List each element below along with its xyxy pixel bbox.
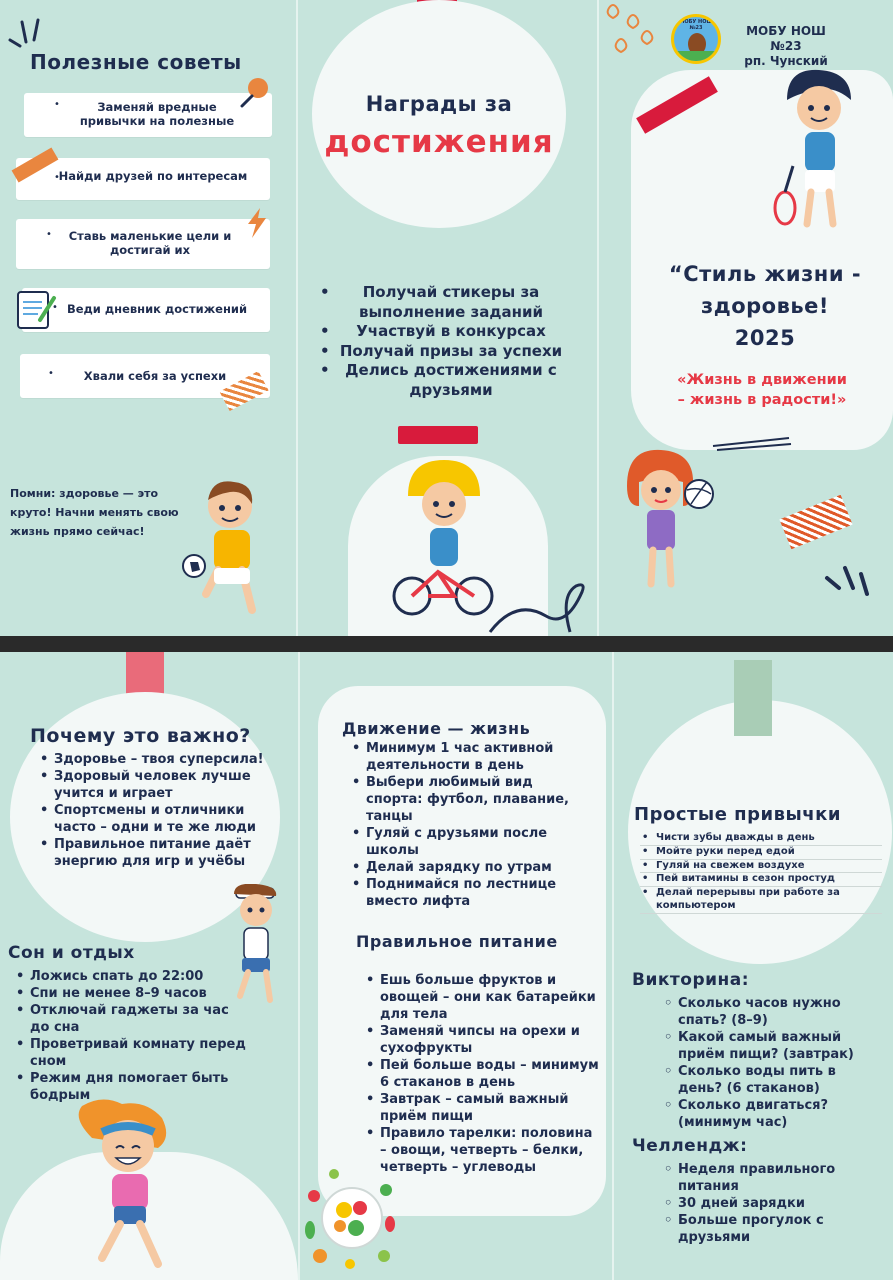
habit-item: • Делай перерывы при работе за компьютером [640,887,882,914]
movement-list [350,740,580,910]
habit-item: • Мойте руки перед едой [640,846,882,860]
notebook-icon [14,286,58,332]
why-item: • Здоровый человек лучше учится и играет [38,768,278,802]
habits-quiz-panel [614,652,893,1280]
habits-list [640,832,882,914]
quiz-item: ◦ Сколько часов нужно спать? (8–9) [662,995,884,1029]
challenge-list [662,1161,884,1246]
movement-item: • Выбери любимый вид спорта: футбол, плавание, танцы [350,774,580,825]
movement-item: • Поднимайся по лестнице вместо лифта [350,876,580,910]
nutrition-item: • Правило тарелки: половина – овощи, четверть – белки, четверть – углеводы [364,1125,600,1176]
cover-title [643,258,887,354]
nutrition-item: • Завтрак – самый важный приём пищи [364,1091,600,1125]
why-list [38,751,278,870]
sleep-item: • Спи не менее 8–9 часов [14,985,246,1002]
cover-year: 2025 [734,326,796,350]
tip-text: Заменяй вредные привычки на полезные [79,100,235,128]
sleep-item: • Режим дня помогает быть бодрым [14,1070,246,1104]
tips-panel [0,0,296,636]
why-sleep-panel [0,652,298,1280]
quiz-item: ◦ Сколько воды пить в день? (6 стаканов) [662,1063,884,1097]
brochure-inside [0,652,893,1280]
doodle-swirl [486,576,606,636]
tip-text: Ставь маленькие цели и достигай их [68,229,232,257]
tip-text: Найди друзей по интересам [58,169,248,183]
sleep-item: • Ложись спать до 22:00 [14,968,246,985]
nutrition-item: • Ешь больше фруктов и овощей – они как батарейки для тела [364,972,600,1023]
boy-tennis-illustration [771,68,861,238]
slogan-line1: «Жизнь в движении [677,372,847,388]
habit-item: • Гуляй на свежем воздухе [640,860,882,874]
cover-title-line2: здоровье! [701,294,829,318]
why-item: • Правильное питание даёт энергию для игр и учёбы [38,836,278,870]
challenge-title: Челлендж: [632,1136,748,1156]
school-name [729,24,843,69]
quiz-item: ◦ Сколько двигаться? (минимум час) [662,1097,884,1131]
reminder-text: Помни: здоровье — это круто! Начни менять свою жизнь прямо сейчас! [10,487,179,538]
challenge-item: ◦ Неделя правильного питания [662,1161,884,1195]
tip-strip: • Заменяй вредные привычки на полезные [24,93,272,137]
girl-running-illustration [62,1098,192,1272]
movement-item: • Гуляй с друзьями после школы [350,825,580,859]
rewards-title-line2: достижения [324,124,554,160]
nutrition-item: • Заменяй чипсы на орехи и сухофрукты [364,1023,600,1057]
movement-item: • Делай зарядку по утрам [350,859,580,876]
washi-tape [398,426,478,444]
challenge-item: ◦ Больше прогулок с друзьями [662,1212,884,1246]
washi-tape [734,660,772,736]
boy-soccer-illustration [178,474,274,624]
tip-text: Веди дневник достижений [66,302,248,316]
sleep-item: • Отключай гаджеты за час до сна [14,1002,246,1036]
habit-item: • Чисти зубы дважды в день [640,832,882,846]
sleep-title: Сон и отдых [8,943,135,963]
quiz-list [662,995,884,1131]
underline-doodle [711,434,795,454]
why-title: Почему это важно? [30,725,251,747]
rewards-title-line1: Награды за [365,92,513,116]
nutrition-title: Правильное питание [356,932,558,951]
healthy-food-plate-illustration [300,1160,396,1274]
nutrition-item: • Пей больше воды – минимум 6 стаканов в день [364,1057,600,1091]
nutrition-list [364,972,600,1176]
sheet-divider [0,636,893,652]
movement-nutrition-panel [300,652,612,1280]
cover-title-line1: “Стиль жизни - [668,262,862,286]
rewards-item: • Участвуй в конкурсах [318,322,568,342]
tip-strip: • Хвали себя за успехи [20,354,270,398]
tips-title: Полезные советы [30,50,242,74]
why-item: • Спортсмены и отличники часто – одни и те же люди [38,802,278,836]
quiz-item: ◦ Какой самый важный приём пищи? (завтрак) [662,1029,884,1063]
quiz-title: Викторина: [632,970,750,990]
rewards-panel [298,0,597,636]
washi-tape [779,495,852,549]
school-logo [671,14,721,64]
tip-strip: • Ставь маленькие цели и достигай их [16,219,270,269]
slogan-line2: – жизнь в радости!» [677,392,847,408]
sleep-item: • Проветривай комнату перед сном [14,1036,246,1070]
rewards-item: • Получай стикеры за выполнение заданий [318,283,568,322]
habits-title: Простые привычки [634,804,841,825]
sparkle-lines-icon [6,14,46,48]
movement-title: Движение — жизнь [342,719,531,738]
brochure-outside [0,0,893,636]
school-line1: МОБУ НОШ №23 [746,24,826,53]
girl-volleyball-illustration [617,446,717,590]
logo-text: МОБУ НОШ №23 [679,19,713,31]
tip-strip: • Найди друзей по интересам [16,158,270,200]
cover-panel [599,0,893,636]
rewards-item: • Делись достижениями с друзьями [318,361,568,400]
habit-item: • Пей витамины в сезон простуд [640,873,882,887]
school-line2: рп. Чунский [744,54,828,68]
boy-bicycle-illustration [388,456,498,616]
rewards-list [318,283,568,400]
rewards-item: • Получай призы за успехи [318,342,568,362]
sparkle-lines-icon [823,564,873,604]
sleep-list [14,968,246,1104]
hearts-icon [599,0,669,70]
movement-item: • Минимум 1 час активной деятельности в день [350,740,580,774]
cover-slogan [649,370,875,410]
pin-icon [238,74,272,108]
why-item: • Здоровье – твоя суперсила! [38,751,278,768]
tip-strip: • Веди дневник достижений [22,288,270,332]
challenge-item: ◦ 30 дней зарядки [662,1195,884,1212]
tip-text: Хвали себя за успехи [83,369,227,383]
lightning-icon [244,206,270,240]
